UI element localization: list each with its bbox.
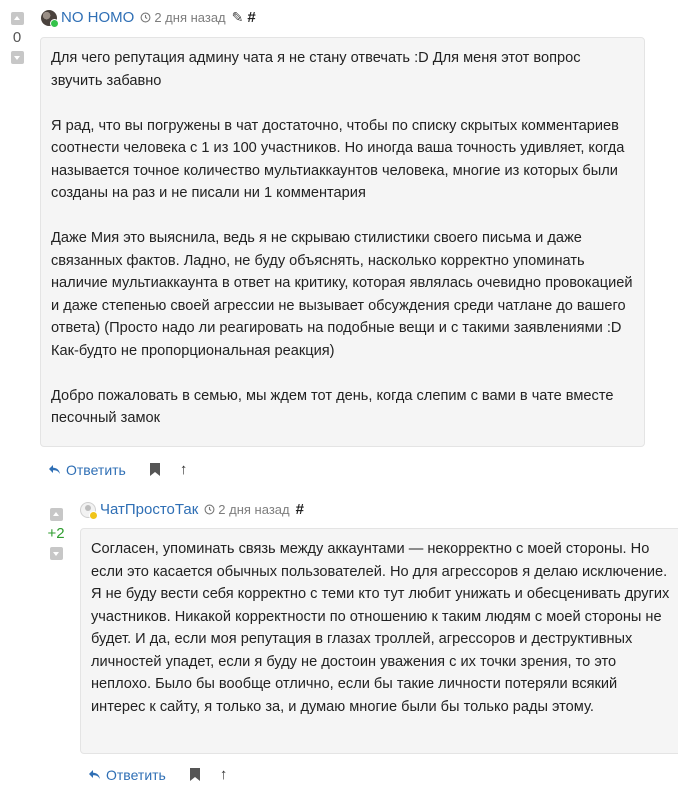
comment-score: +2 bbox=[47, 525, 65, 542]
bookmark-icon[interactable] bbox=[150, 463, 160, 476]
comment-paragraph: Добро пожаловать в семью, мы ждем тот день, когда слепим с вами в чате вместе песочный замок bbox=[51, 387, 614, 426]
comment-paragraph: Даже Мия это выяснила, ведь я не скрываю стилистики своего письма и даже связанных фактов. Ладно, не буду объяснять, насколько корректно упоминать наличие мультиаккаунта в ответ на критику, которая являлась очевидно провокацией и даже степенью своей агрессии не вызывает обсуждения среди чатлане до вашего ответа) (Просто надо ли реагировать на подобные вещи и с такими заявлениями :D Как-будто не пропорциональная реакция) bbox=[51, 230, 633, 359]
arrow-up-icon[interactable]: ↑ bbox=[219, 766, 228, 783]
status-badge-icon bbox=[89, 511, 98, 520]
vote-widget bbox=[43, 508, 69, 560]
comment-score: 0 bbox=[12, 29, 22, 46]
upvote-button[interactable] bbox=[11, 12, 24, 25]
avatar[interactable] bbox=[41, 10, 57, 26]
comment-actions bbox=[88, 766, 227, 783]
author-name[interactable]: ЧатПростоТак bbox=[100, 501, 199, 518]
comment-header bbox=[41, 9, 256, 26]
reply-label: Ответить bbox=[106, 766, 166, 783]
comment-body bbox=[80, 528, 678, 754]
comment-time[interactable]: 2 дня назад bbox=[154, 10, 226, 25]
online-status-icon bbox=[50, 19, 59, 28]
pencil-icon[interactable]: ✎ bbox=[231, 9, 244, 25]
permalink-hash[interactable]: # bbox=[295, 501, 304, 518]
comment-actions bbox=[48, 461, 187, 478]
comment-paragraph: Я рад, что вы погружены в чат достаточно, чтобы по списку скрытых комментариев соотнести человека с 1 из 100 участников. Но иногда ваша точность удивляет, когда называется точное количество мультиаккаунтов человека, многие из которых были созданы на раз и не писали ни 1 комментария bbox=[51, 117, 625, 201]
comment-paragraph: Для чего репутация админу чата я не стану отвечать :D Для меня этот вопрос звучить забавно bbox=[51, 50, 581, 89]
downvote-button[interactable] bbox=[11, 51, 24, 64]
arrow-up-icon[interactable]: ↑ bbox=[179, 461, 188, 478]
reply-arrow-icon bbox=[48, 464, 61, 475]
history-clock-icon bbox=[140, 12, 151, 23]
bookmark-icon[interactable] bbox=[190, 768, 200, 781]
upvote-button[interactable] bbox=[50, 508, 63, 521]
comment-body bbox=[40, 37, 645, 447]
comment-paragraph: Согласен, упоминать связь между аккаунтами — некорректно с моей стороны. Но если это касается обычных пользователей. Но для агрессоров я делаю исключение. Я не буду вести себя корректно с теми кто тут любит унижать и обесценивать других участников. Никакой корректности по отношению к таким людям с моей стороны не будет. И да, если моя репутация в глазах троллей, агрессоров и деструктивных личностей упадет, если я буду не достоин уважения с их точки зрения, то это неплохо. Было бы вообще отлично, если бы такие личности потеряли всякий интерес к сайту, я только за, и думаю многие были бы только рады этому. bbox=[91, 541, 670, 715]
permalink-hash[interactable]: # bbox=[247, 9, 256, 26]
vote-widget bbox=[4, 12, 30, 64]
downvote-button[interactable] bbox=[50, 547, 63, 560]
author-name[interactable]: NO HOMO bbox=[61, 9, 135, 26]
comment-time[interactable]: 2 дня назад bbox=[218, 502, 290, 517]
history-clock-icon bbox=[204, 504, 215, 515]
avatar[interactable] bbox=[80, 502, 96, 518]
reply-button[interactable] bbox=[88, 767, 166, 783]
reply-button[interactable] bbox=[48, 462, 126, 478]
reply-label: Ответить bbox=[66, 461, 126, 478]
comment-header bbox=[80, 501, 304, 518]
reply-arrow-icon bbox=[88, 769, 101, 780]
